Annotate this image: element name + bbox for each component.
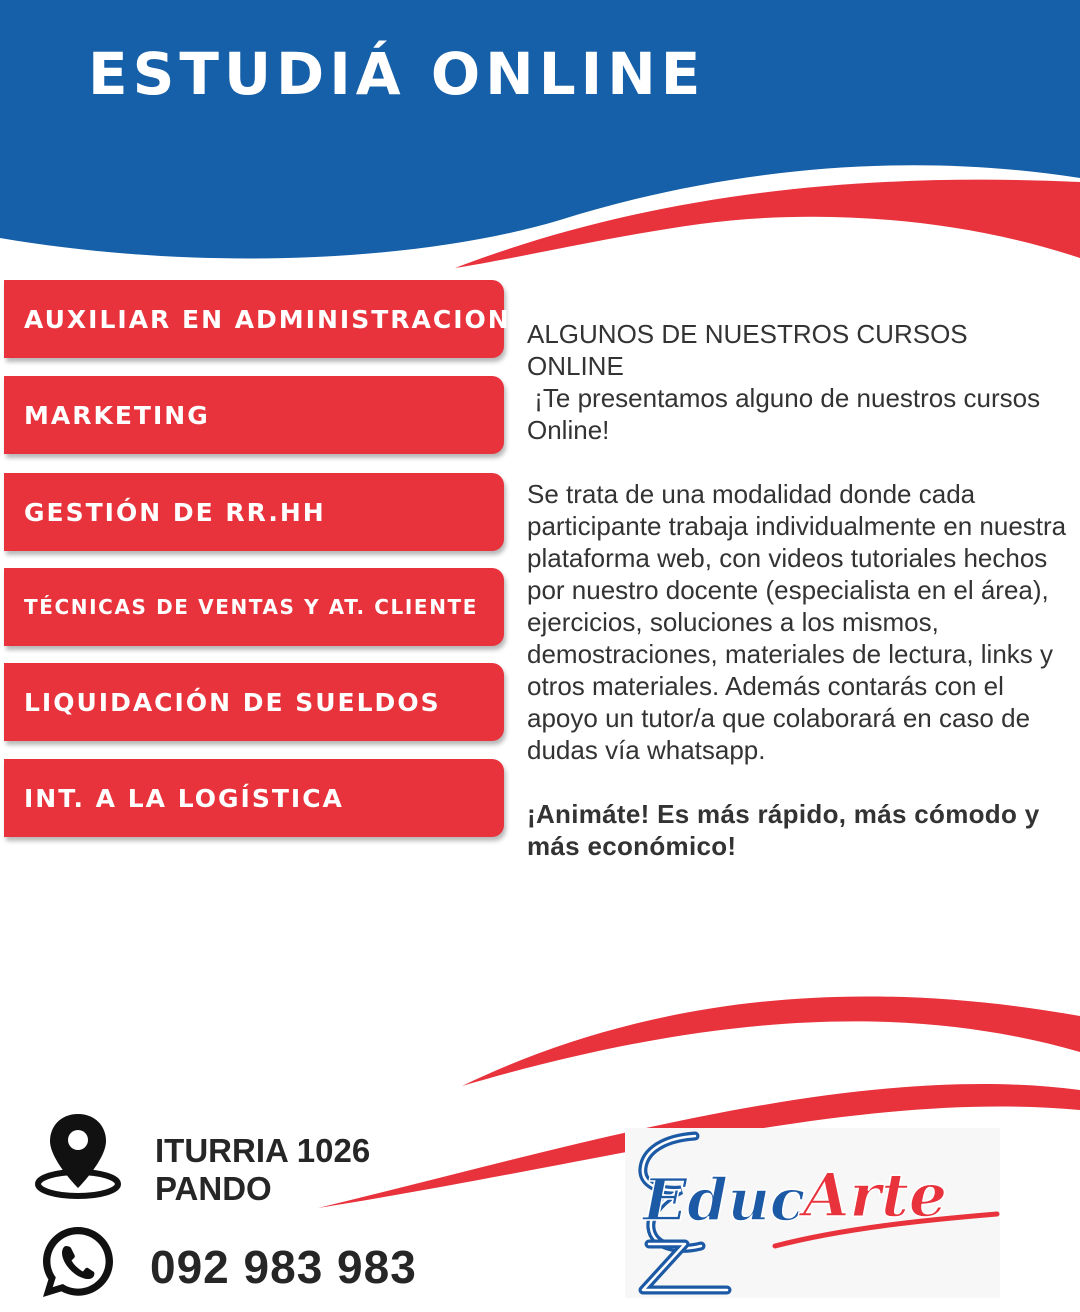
info-text [527,318,1067,862]
course-label: AUXILIAR EN ADMINISTRACION [24,304,511,334]
logo-text-educ: Educ [643,1166,806,1234]
logo-text-arte: Arte [803,1161,948,1231]
bottom-red-swoosh-upper [462,996,1080,1086]
address-line2: PANDO [155,1170,272,1207]
info-intro: ¡Te presentamos alguno de nuestros cursos Online! [527,383,1048,445]
course-label: INT. A LA LOGÍSTICA [24,783,344,813]
course-item-marketing [4,376,504,454]
address-line1: ITURRIA 1026 [155,1132,371,1169]
address [155,1132,370,1208]
whatsapp-icon [38,1222,118,1302]
info-cta: ¡Animáte! Es más rápido, más cómodo y más económico! [527,799,1040,861]
course-item-logistica [4,759,504,837]
page-title: ESTUDIÁ ONLINE [88,40,706,108]
course-label: GESTIÓN DE RR.HH [24,497,326,527]
course-item-ventas [4,568,504,646]
course-label: MARKETING [24,400,210,430]
course-item-rrhh [4,473,504,551]
info-heading [527,318,1067,382]
info-heading-line2: ONLINE [527,351,624,381]
educarte-logo [625,1128,1000,1298]
course-item-administracion [4,280,511,358]
course-label: LIQUIDACIÓN DE SUELDOS [24,687,441,717]
phone-number: 092 983 983 [150,1241,417,1293]
info-description: Se trata de una modalidad donde cada participante trabaja individualmente en nuestra plataforma web, con videos tutoriales hechos por nuestro docente (especialista en el área), ejercicios, soluciones a los mismos, demostraciones, materiales de lectura, links y otros materiales. Además contarás con el apoyo un tutor/a que colaborará en caso de dudas vía whatsapp. [527,479,1067,765]
course-item-sueldos [4,663,504,741]
info-heading-line1: ALGUNOS DE NUESTROS CURSOS [527,319,968,349]
course-label: TÉCNICAS DE VENTAS Y AT. CLIENTE [24,595,479,619]
map-pin-icon [32,1110,124,1202]
